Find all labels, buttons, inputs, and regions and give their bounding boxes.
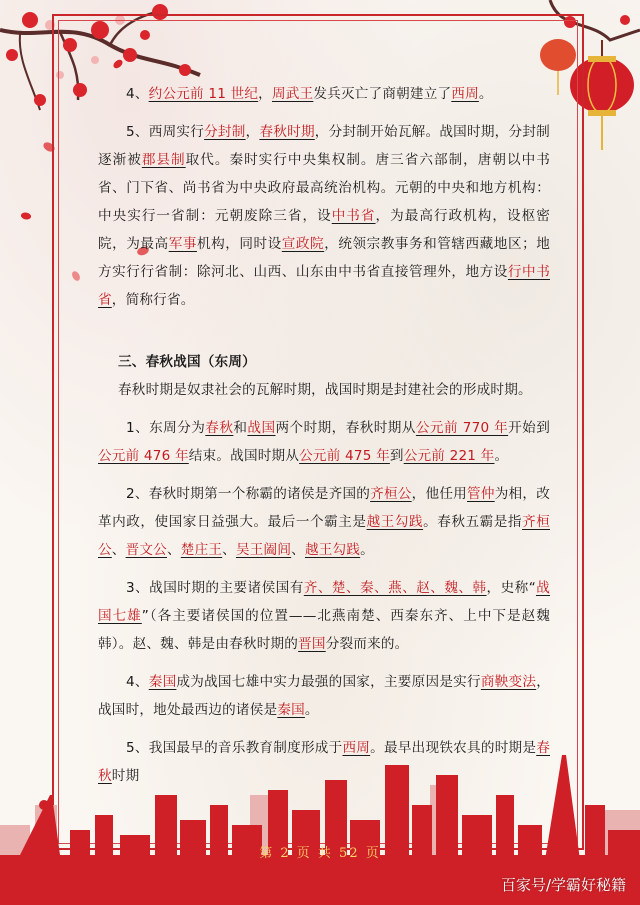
text: ，分封制开始瓦解。战国时期，分封制逐渐被 bbox=[98, 124, 550, 168]
paragraph-4-qin bbox=[98, 668, 550, 724]
text: 机构，同时设 bbox=[196, 236, 282, 252]
key-term: 公元前 476 年 bbox=[98, 448, 189, 464]
text: ，为最高行政机构，设枢密院，为最高 bbox=[98, 208, 550, 252]
key-term: 公元前 475 年 bbox=[299, 448, 390, 464]
text: 4、 bbox=[126, 86, 149, 102]
text: 、 bbox=[166, 542, 181, 558]
key-term: 郡县制 bbox=[141, 152, 186, 168]
key-term: 齐桓公 bbox=[98, 514, 550, 558]
text: 、 bbox=[291, 542, 305, 558]
key-term: 春秋 bbox=[98, 740, 551, 784]
text: 、 bbox=[222, 542, 236, 558]
text: ，史称“ bbox=[486, 580, 536, 596]
paragraph-1-eastern-zhou bbox=[98, 414, 550, 470]
text: 取代。秦时实行中央集权制。唐三省六部制，唐朝以中书省、门下省、尚书省为中央政府最高统治机构。元朝的中央和地方机构：中央实行一省制：元朝废除三省，设 bbox=[98, 152, 550, 224]
key-term: 吴王阖闾 bbox=[235, 542, 292, 558]
text: ”（各主要诸侯国的位置——北燕南楚、西秦东齐、上中下是赵魏韩）。赵、魏、韩是由春秋时期的 bbox=[98, 608, 550, 652]
heading-text: 三、春秋战国（东周） bbox=[118, 354, 256, 370]
page-number: 第 2 页 共 52 页 bbox=[259, 846, 381, 861]
text: 。 bbox=[360, 542, 374, 558]
paragraph-2-hegemons bbox=[98, 480, 550, 564]
key-term: 越王勾践 bbox=[366, 514, 424, 530]
text: 2、春秋时期第一个称霸的诸侯是齐国的 bbox=[126, 486, 371, 502]
intro-paragraph bbox=[98, 376, 550, 404]
text: 成为战国七雄中实力最强的国家，主要原因是实行 bbox=[176, 674, 481, 690]
text: 。 bbox=[304, 702, 319, 718]
key-term: 晋文公 bbox=[125, 542, 167, 558]
key-term: 齐桓公 bbox=[370, 486, 412, 502]
text: ， bbox=[258, 86, 272, 102]
text: 3、战国时期的主要诸侯国有 bbox=[126, 580, 304, 596]
text: 时期 bbox=[111, 768, 140, 784]
text: 到 bbox=[389, 448, 404, 464]
text: 结束。战国时期从 bbox=[188, 448, 300, 464]
paragraph-5-political-systems bbox=[98, 118, 550, 314]
text: ，简称行省。 bbox=[111, 292, 195, 308]
text: 。春秋五霸是指 bbox=[423, 514, 523, 530]
text: 两个时期，春秋时期从 bbox=[275, 420, 416, 436]
key-term: 西周 bbox=[451, 86, 479, 102]
text: ，他任用 bbox=[411, 486, 467, 502]
key-term: 越王勾践 bbox=[304, 542, 361, 558]
key-term: 公元前 770 年 bbox=[415, 420, 509, 436]
text: 5、我国最早的音乐教育制度形成于 bbox=[126, 740, 343, 756]
key-term: 齐、楚、秦、燕、赵、魏、韩 bbox=[303, 580, 487, 596]
text: 为相，改革内政，使国家日益强大。最后一个霸主是 bbox=[98, 486, 550, 530]
key-term: 春秋 bbox=[205, 420, 234, 436]
key-term: 楚庄王 bbox=[180, 542, 223, 558]
key-term: 分封制 bbox=[204, 124, 246, 140]
key-term: 周武王 bbox=[271, 86, 314, 102]
text: 。 bbox=[494, 448, 509, 464]
key-term: 约公元前 11 世纪 bbox=[148, 86, 259, 102]
text: 、 bbox=[111, 542, 126, 558]
text: 开始到 bbox=[508, 420, 550, 436]
key-term: 商鞅变法 bbox=[480, 674, 537, 690]
document-body bbox=[98, 80, 550, 790]
text: 。 bbox=[478, 86, 493, 102]
key-term: 宣政院 bbox=[281, 236, 325, 252]
paragraph-3-warring-states bbox=[98, 574, 550, 658]
text: ， bbox=[245, 124, 260, 140]
key-term: 西周 bbox=[342, 740, 371, 756]
key-term: 战国 bbox=[247, 420, 276, 436]
key-term: 秦国 bbox=[277, 702, 305, 718]
key-term: 军事 bbox=[168, 236, 197, 252]
key-term: 晋国 bbox=[298, 636, 326, 652]
text: 分裂而来的。 bbox=[325, 636, 409, 652]
text: 1、东周分为 bbox=[126, 420, 206, 436]
key-term: 秦国 bbox=[148, 674, 177, 690]
key-term: 战国七雄 bbox=[98, 580, 551, 624]
key-term: 行中书省 bbox=[98, 264, 550, 308]
key-term: 管仲 bbox=[467, 486, 495, 502]
key-term: 公元前 221 年 bbox=[403, 448, 495, 464]
text: 。最早出现铁农具的时期是 bbox=[370, 740, 537, 756]
text: 4、 bbox=[126, 674, 149, 690]
text: 发兵灭亡了商朝建立了 bbox=[313, 86, 452, 102]
text: 和 bbox=[233, 420, 248, 436]
text: 春秋时期是奴隶社会的瓦解时期，战国时期是封建社会的形成时期。 bbox=[118, 382, 532, 398]
text: ，统领宗教事务和管辖西藏地区；地方实行行省制：除河北、山西、山东由中书省直接管理外，地方设 bbox=[98, 236, 551, 280]
key-term: 春秋时期 bbox=[259, 124, 315, 140]
falling-petal bbox=[20, 210, 32, 222]
key-term: 中书省 bbox=[331, 208, 376, 224]
text: 5、西周实行 bbox=[126, 124, 205, 140]
paragraph-4-western-zhou bbox=[98, 80, 550, 108]
section-heading bbox=[98, 348, 550, 376]
source-watermark: 百家号/学霸好秘籍 bbox=[500, 876, 626, 894]
text: ，战国时，地处最西边的诸侯是 bbox=[98, 674, 550, 718]
